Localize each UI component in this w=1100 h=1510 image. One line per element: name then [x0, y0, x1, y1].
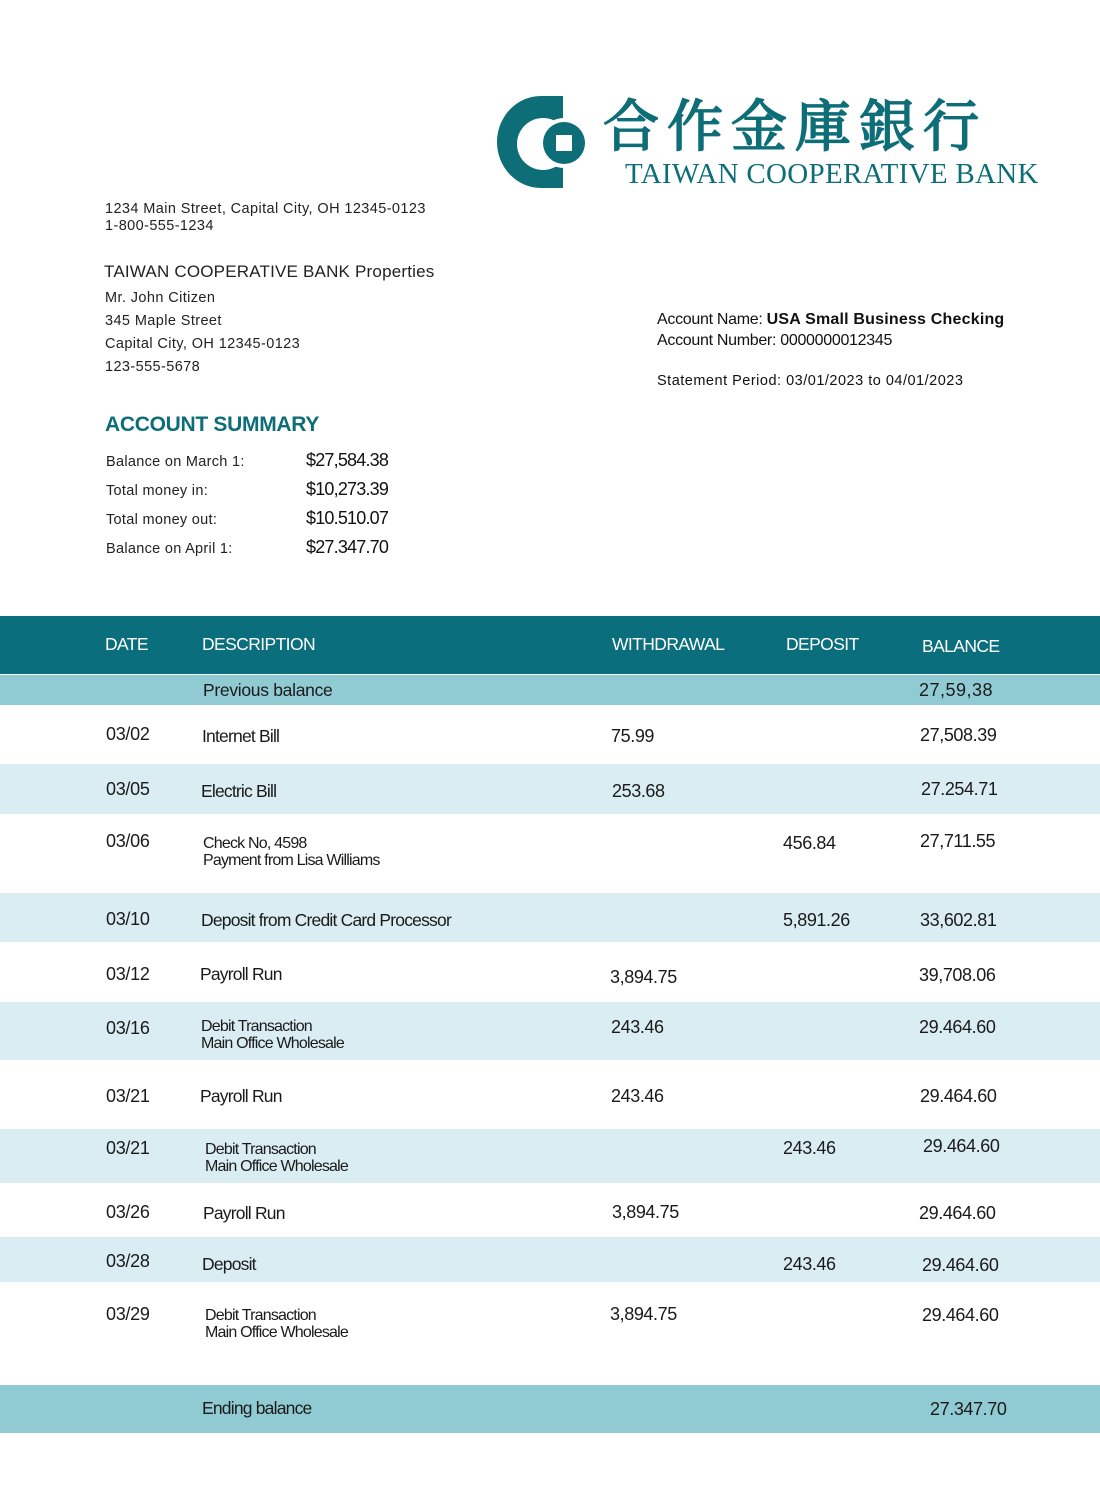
row-description: Check No, 4598: [203, 835, 307, 852]
row-withdrawal: 3,894.75: [612, 1202, 679, 1222]
row-deposit: 5,891.26: [783, 910, 850, 930]
row-date: 03/21: [106, 1086, 150, 1106]
column-header-balance: BALANCE: [922, 636, 1000, 656]
customer-city: Capital City, OH 12345-0123: [105, 336, 301, 352]
row-description: Payroll Run: [200, 964, 282, 984]
row-withdrawal: 75.99: [611, 726, 655, 746]
row-balance: 29.464.60: [920, 1086, 997, 1106]
statement-period: Statement Period: 03/01/2023 to 04/01/2023: [657, 373, 964, 389]
account-number-value: 0000000012345: [780, 332, 893, 349]
row-withdrawal: 243.46: [611, 1017, 664, 1037]
row-balance: 29.464.60: [919, 1017, 996, 1037]
bank-logo-icon: [497, 96, 593, 192]
customer-company: TAIWAN COOPERATIVE BANK Properties: [104, 262, 435, 281]
bank-name-chinese: 合作金庫銀行: [603, 94, 987, 160]
customer-address-block: [105, 289, 300, 381]
previous-balance-label: Previous balance: [203, 680, 333, 700]
row-deposit: 243.46: [783, 1254, 836, 1274]
row-date: 03/12: [106, 964, 150, 984]
column-header-deposit: DEPOSIT: [786, 634, 859, 654]
bank-logo: [497, 96, 1067, 192]
row-withdrawal: 253.68: [612, 781, 665, 801]
row-date: 03/16: [106, 1018, 150, 1038]
account-number-label: Account Number:: [657, 332, 781, 349]
summary-value: $10.510.07: [306, 508, 389, 528]
row-balance: 29.464.60: [923, 1136, 1000, 1156]
row-balance: 29.464.60: [919, 1203, 996, 1223]
row-description: Debit Transaction: [201, 1018, 312, 1035]
row-date: 03/29: [106, 1304, 150, 1324]
ending-balance-label: Ending balance: [202, 1398, 312, 1418]
previous-balance-value: 27,59,38: [919, 680, 994, 700]
bank-address: 1234 Main Street, Capital City, OH 12345-0123: [105, 201, 426, 217]
row-deposit: 456.84: [783, 833, 836, 853]
row-withdrawal: 3,894.75: [610, 1304, 677, 1324]
column-header-description: DESCRIPTION: [202, 634, 315, 654]
row-description-detail: Main Office Wholesale: [205, 1158, 348, 1175]
row-withdrawal: 3,894.75: [610, 967, 677, 987]
row-deposit: 243.46: [783, 1138, 836, 1158]
row-balance: 27,508.39: [920, 725, 997, 745]
column-header-withdrawal: WITHDRAWAL: [612, 634, 725, 654]
row-description: Debit Transaction: [205, 1307, 316, 1324]
row-date: 03/02: [106, 724, 150, 744]
row-description: Payroll Run: [200, 1086, 282, 1106]
summary-value: $27.347.70: [306, 537, 389, 557]
account-name-value: USA Small Business Checking: [766, 311, 1005, 328]
row-description-detail: Main Office Wholesale: [205, 1324, 348, 1341]
row-description: Deposit from Credit Card Processor: [201, 910, 451, 930]
row-date: 03/28: [106, 1251, 150, 1271]
account-info: [657, 309, 1004, 351]
row-balance: 33,602.81: [920, 910, 997, 930]
row-date: 03/05: [106, 779, 150, 799]
customer-phone: 123-555-5678: [105, 359, 201, 375]
row-balance: 27.254.71: [921, 779, 998, 799]
row-description: Debit Transaction: [205, 1141, 316, 1158]
row-description-detail: Main Office Wholesale: [201, 1035, 344, 1052]
bank-name-english: TAIWAN COOPERATIVE BANK: [625, 158, 1039, 190]
row-date: 03/06: [106, 831, 150, 851]
row-date: 03/10: [106, 909, 150, 929]
row-balance: 29.464.60: [922, 1255, 999, 1275]
ending-balance-row: [0, 1385, 1100, 1433]
previous-balance-row: [0, 675, 1100, 705]
summary-value: $27,584.38: [306, 450, 389, 470]
row-description-detail: Payment from Lisa Williams: [203, 852, 380, 869]
customer-name: Mr. John Citizen: [105, 290, 216, 306]
summary-label: Balance on April 1:: [106, 541, 233, 557]
row-date: 03/21: [106, 1138, 150, 1158]
row-description: Internet Bill: [202, 726, 280, 746]
row-withdrawal: 243.46: [611, 1086, 664, 1106]
summary-value: $10,273.39: [306, 479, 389, 499]
account-name-label: Account Name:: [657, 311, 767, 328]
row-description: Deposit: [202, 1254, 256, 1274]
row-balance: 29.464.60: [922, 1305, 999, 1325]
row-description: Electric Bill: [201, 781, 277, 801]
customer-street: 345 Maple Street: [105, 313, 222, 329]
summary-label: Total money in:: [106, 483, 209, 499]
row-date: 03/26: [106, 1202, 150, 1222]
row-balance: 27,711.55: [920, 831, 996, 851]
account-summary-title: ACCOUNT SUMMARY: [105, 413, 320, 436]
row-balance: 39,708.06: [919, 965, 996, 985]
summary-label: Balance on March 1:: [106, 454, 245, 470]
transactions-table-header: [0, 616, 1100, 674]
bank-contact: [105, 201, 426, 235]
column-header-date: DATE: [105, 634, 148, 654]
bank-phone: 1-800-555-1234: [105, 218, 214, 234]
summary-label: Total money out:: [106, 512, 218, 528]
row-description: Payroll Run: [203, 1203, 285, 1223]
ending-balance-value: 27.347.70: [930, 1399, 1007, 1419]
